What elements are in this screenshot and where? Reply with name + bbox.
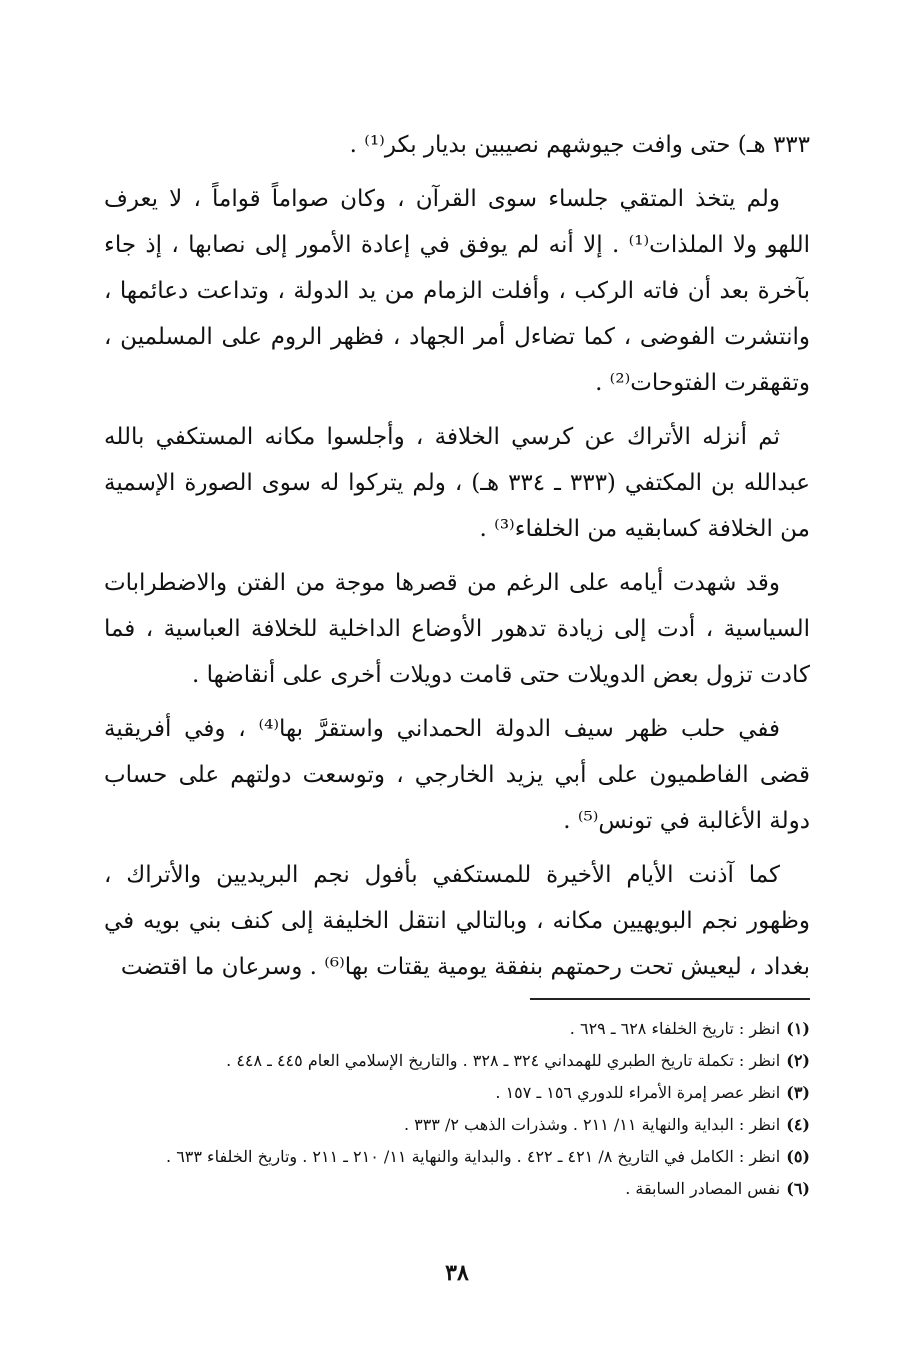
footnote-text: انظر : الكامل في التاريخ ٨/ ٤٢١ ـ ٤٢٢ . والبداية والنهاية ١١/ ٢١٠ ـ ٢١١ . وتاريخ الخلفاء ٦٣٣ . (166, 1147, 781, 1166)
footnote-text: نفس المصادر السابقة . (625, 1179, 781, 1198)
footnote-number: (٢) (786, 1051, 810, 1070)
footnote-3 (104, 1078, 810, 1108)
footnote-2 (104, 1046, 810, 1076)
footnote-6 (104, 1174, 810, 1204)
page-content (104, 122, 810, 1206)
footnote-number: (٣) (786, 1083, 810, 1102)
body-paragraph-2: ولم يتخذ المتقي جلساء سوى القرآن ، وكان صواماً قواماً ، لا يعرف اللهو ولا الملذات⁽¹⁾ . إلا أنه لم يوفق في إعادة الأمور إلى نصابها ، إذ جاء بآخرة بعد أن فاته الركب ، وأفلت الزمام من يد الدولة ، وتداعت دعائمها ، وانتشرت الفوضى ، كما تضاءل أمر الجهاد ، فظهر الروم على المسلمين ، وتقهقرت الفتوحات⁽²⁾ . (104, 186, 810, 396)
footnote-number: (٦) (786, 1179, 810, 1198)
footnote-text: انظر عصر إمرة الأمراء للدوري ١٥٦ ـ ١٥٧ . (495, 1083, 781, 1102)
footnote-4 (104, 1110, 810, 1140)
page-number: ٣٨ (445, 1260, 469, 1286)
footnotes-list (104, 1014, 810, 1204)
body-paragraph-5: ففي حلب ظهر سيف الدولة الحمداني واستقرَّ بها⁽⁴⁾ ، وفي أفريقية قضى الفاطميون على أبي يزيد الخارجي ، وتوسعت دولتهم على حساب دولة الأغالبة في تونس⁽⁵⁾ . (104, 716, 810, 834)
body-paragraph-1: ٣٣٣ هـ) حتى وافت جيوشهم نصيبين بديار بكر⁽¹⁾ . (349, 132, 810, 158)
body-paragraph-6: كما آذنت الأيام الأخيرة للمستكفي بأفول نجم البريديين والأتراك ، وظهور نجم البويهيين مكانه ، وبالتالي انتقل الخليفة إلى كنف بني بويه في بغداد ، ليعيش تحت رحمتهم بنفقة يومية يقتات بها⁽⁶⁾ . وسرعان ما اقتضت (104, 862, 810, 980)
footnote-text: انظر : تكملة تاريخ الطبري للهمداني ٣٢٤ ـ ٣٢٨ . والتاريخ الإسلامي العام ٤٤٥ ـ ٤٤٨ . (226, 1051, 781, 1070)
body-paragraph-3: ثم أنزله الأتراك عن كرسي الخلافة ، وأجلسوا مكانه المستكفي بالله عبدالله بن المكتفي (٣٣٣ ـ ٣٣٤ هـ) ، ولم يتركوا له سوى الصورة الإسمية من الخلافة كسابقيه من الخلفاء⁽³⁾ . (104, 424, 810, 542)
footnote-1 (104, 1014, 810, 1044)
footnote-divider (530, 998, 810, 1000)
footnote-5 (104, 1142, 810, 1172)
footnote-number: (٤) (786, 1115, 810, 1134)
footnote-number: (٥) (786, 1147, 810, 1166)
footnote-number: (١) (786, 1019, 810, 1038)
footnote-text: انظر : تاريخ الخلفاء ٦٢٨ ـ ٦٢٩ . (569, 1019, 781, 1038)
body-paragraph-4: وقد شهدت أيامه على الرغم من قصرها موجة من الفتن والاضطرابات السياسية ، أدت إلى زيادة تدهور الأوضاع الداخلية للخلافة العباسية ، فما كادت تزول بعض الدويلات حتى قامت دويلات أخرى على أنقاضها . (104, 570, 810, 688)
footnote-text: انظر : البداية والنهاية ١١/ ٢١١ . وشذرات الذهب ٢/ ٣٣٣ . (403, 1115, 781, 1134)
